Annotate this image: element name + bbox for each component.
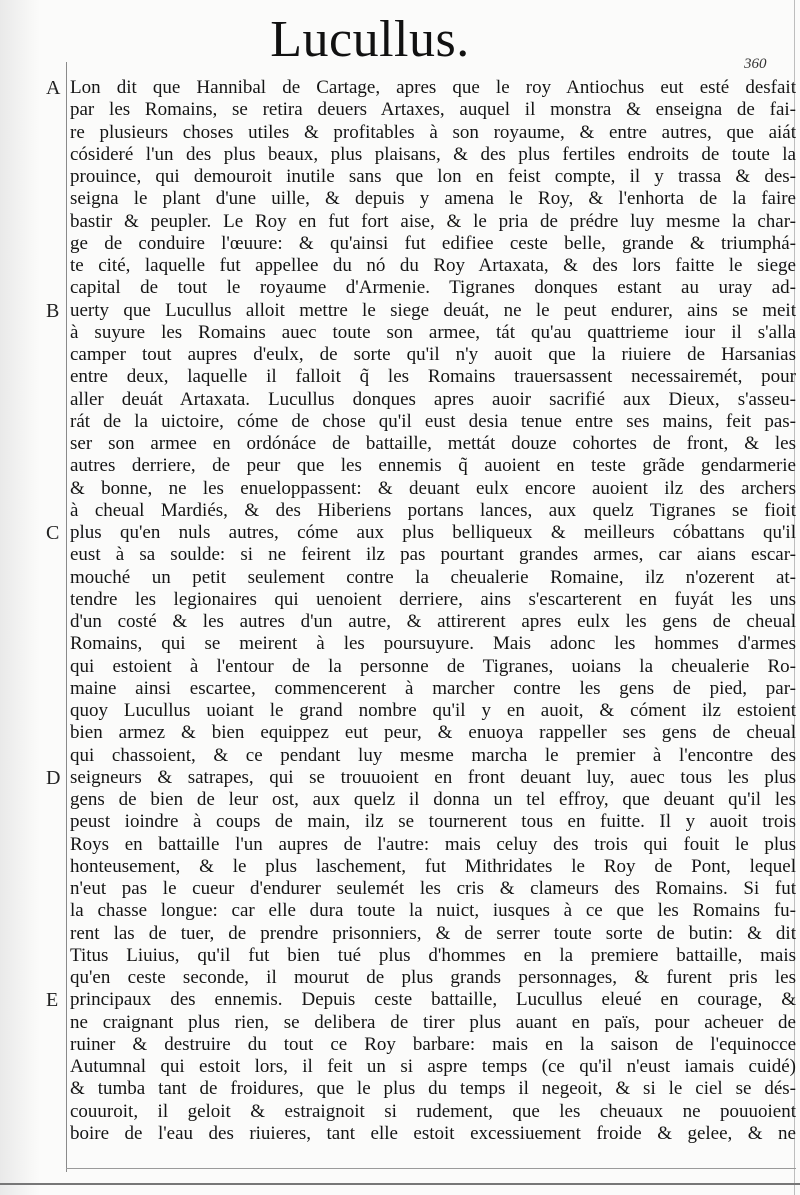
text-line: ge de conduire l'œuure: & qu'ainsi fut edifiee ceste belle, grande & triumphá- [70,232,796,254]
margin-letter: A [46,77,61,99]
text-line: tendre les legionaires qui uenoient derriere, ains s'escarterent en fuyát les uns [70,588,796,610]
text-line: eust à sa soulde: si ne feirent ilz pas pourtant grandes armes, car aians escar- [70,544,796,566]
text-line: re plusieurs choses utiles & profitables à son royaume, & entre autres, que aiát [70,121,796,143]
text-line: par les Romains, se retira deuers Artaxes, auquel il monstra & enseigna de fai- [70,99,796,121]
folio-number: 360 [744,56,767,72]
text-line: ruiner & destruire du tout ce Roy barbare: mais en la saison de l'equinocce [70,1033,796,1055]
text-line: autres derriere, de peur que les ennemis q̃ auoient en teste grãde gendarmerie [70,455,796,477]
margin-letter: D [46,766,61,789]
text-line: d'un costé & les autres d'un autre, & attirerent apres eulx les gens de cheual [70,611,796,632]
text-line: rent las de tuer, de prendre prisonniers, & de serrer toute sorte de butin: & dit [70,922,796,944]
text-line: à suyure les Romains auec toute son armee, tát qu'au quattrieme iour il s'alla [70,321,796,343]
scan-bottom-edge [0,1183,800,1185]
text-line: Romains, qui se meirent à les poursuyure. Mais adonc les hommes d'armes [70,633,796,655]
left-margin-rule [66,62,67,1172]
text-line: entre deux, laquelle il falloit q̃ les Romains trauersassent necessairemét, pour [70,366,796,388]
text-line: seigna le plant d'une uille, & depuis y amena le Roy, & l'enhorta de la faire [70,188,796,210]
text-line: cósideré l'un des plus beaux, plus plaisans, & des plus fertiles endroits de toute la [70,143,796,165]
text-line: mouché un petit seulement contre la cheualerie Romaine, ilz n'ozerent at- [70,566,796,588]
text-line: prouince, qui demouroit inutile sans que lon en feist compte, il y trassa & des- [70,166,796,187]
margin-letter: C [46,522,60,544]
text-line: gens de bien de leur ost, aux quelz il donna un tel effroy, que deuant qu'il les [70,789,796,810]
text-line: ne craignant plus rien, se delibera de tirer plus auant en païs, pour acheuer de [70,1011,796,1033]
body-text [70,77,796,1145]
text-line: boire de l'eau des riuieres, tant elle estoit excessiuement froide & gelee, & ne [70,1122,796,1144]
text-line: camper tout aupres d'eulx, de sorte qu'il n'y auoit que la riuiere de Harsanias [70,344,796,365]
text-line: maine ainsi escartee, commencerent à marcher contre les gens de pied, par- [70,677,796,699]
text-line: capital de tout le royaume d'Armenie. Tigranes donques estant au uray ad- [70,277,796,299]
text-line: n'eut pas le cueur d'endurer seulemét les cris & clameurs des Romains. Si fut [70,878,796,899]
margin-letter: E [46,989,59,1012]
text-line: bastir & peupler. Le Roy en fut fort aise, & le pria de prédre luy mesme la char- [70,210,796,232]
text-line: & bonne, ne les enueloppassent: & deuant eulx encore auoient ilz des archers [70,477,796,499]
margin-letter: B [46,299,60,322]
text-line: qui chassoient, & ce pendant luy mesme marcha le premier à l'encontre des [70,744,796,766]
text-line: bien armez & bien equippez eut peur, & enuoya rappeller ses gens de cheual [70,722,796,744]
text-line: Lon dit que Hannibal de Cartage, apres que le roy Antiochus eut esté desfait [70,77,796,98]
text-line: peust ioindre à coups de main, ilz se tournerent tous en fuitte. Il y auoit trois [70,811,796,833]
text-line: principaux des ennemis. Depuis ceste battaille, Lucullus eleué en courage, & [70,989,796,1011]
text-line: quoy Lucullus uoiant le grand nombre qu'il y en auoit, & cóment ilz estoient [70,700,796,721]
text-line: couuroit, il geloit & estraignoit si rudement, que les cheuaux ne pouuoient [70,1100,796,1122]
text-line: honteusement, & le plus laschement, fut Mithridates le Roy de Pont, lequel [70,855,796,877]
text-line: plus qu'en nuls autres, cóme aux plus belliqueux & meilleurs cóbattans qu'il [70,522,796,543]
text-line: & tumba tant de froidures, que le plus du temps il negeoit, & si le ciel se dés- [70,1078,796,1100]
text-line: qu'en ceste seconde, il mourut de plus grands personnages, & furent pris les [70,967,796,988]
text-line: Titus Liuius, qu'il fut bien tué plus d'hommes en la premiere battaille, mais [70,944,796,966]
bottom-rule [66,1168,796,1169]
text-line: Roys en battaille l'un aupres de l'autre: mais celuy des trois qui fouit le plus [70,833,796,855]
text-line: qui estoient à l'entour de la personne de Tigranes, uoians la cheualerie Ro- [70,655,796,677]
text-line: la chasse longue: car elle dura toute la nuict, iusques à ce que les Romains fu- [70,900,796,922]
text-line: à cheual Mardiés, & des Hiberiens portans lances, aux quelz Tigranes se fioit [70,499,796,521]
page-gutter-shadow [0,0,40,1195]
running-head: Lucullus. [270,11,470,68]
text-line: Autumnal qui estoit lors, il feit un si aspre temps (ce qu'il n'eust iamais cuidé) [70,1056,796,1077]
text-line: seigneurs & satrapes, qui se trouuoient en front deuant luy, auec tous les plus [70,766,796,788]
text-line: uerty que Lucullus alloit mettre le siege deuát, ne le peut endurer, ains se meit [70,299,796,321]
text-line: ser son armee en ordónáce de battaille, mettát douze cohortes de front, & les [70,433,796,454]
text-line: rát de la uictoire, cóme de chose qu'il eust desia tenue entre ses mains, feit pas- [70,410,796,432]
text-line: aller deuát Artaxata. Lucullus donques apres auoir sacrifié aux Dieux, s'asseu- [70,388,796,410]
text-line: te cité, laquelle fut appellee du nó du Roy Artaxata, & des lors faitte le siege [70,255,796,276]
